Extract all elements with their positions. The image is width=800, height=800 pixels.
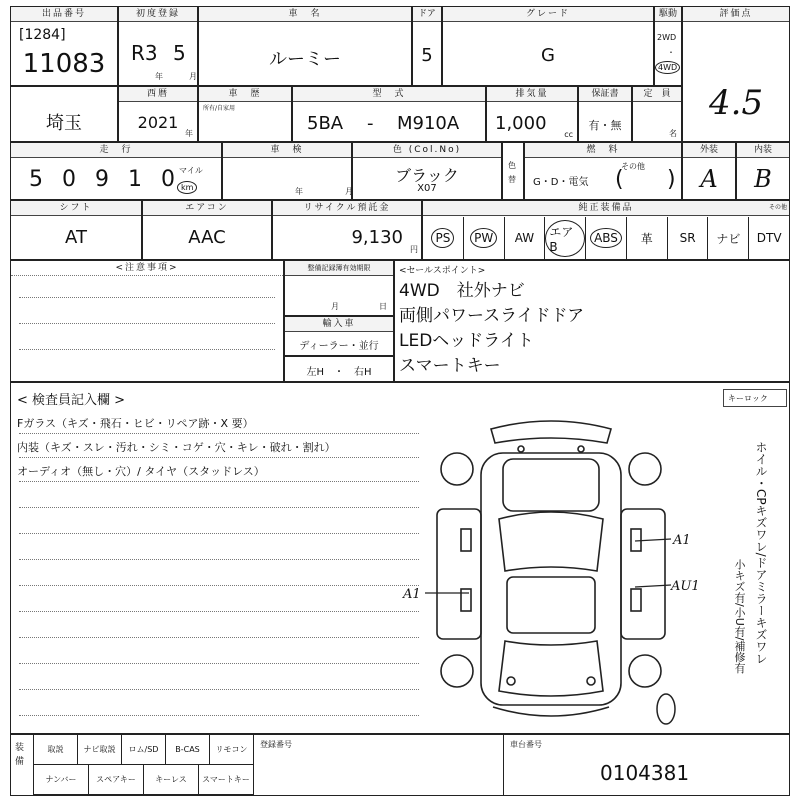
equipment-label: ナビ: [716, 231, 741, 246]
auction-sheet: [10, 6, 790, 796]
ac: AAC: [188, 227, 226, 248]
aux-item: リモコン: [209, 735, 253, 765]
equipment-item: [748, 217, 789, 259]
pref-cell: [10, 86, 118, 142]
reg-number-cell: [253, 735, 504, 795]
ext-label: 外装: [683, 143, 735, 158]
fuel-other: その他: [621, 162, 645, 171]
drive-label: 駆動: [655, 7, 681, 22]
record-label: 整備記録簿有効期限: [285, 261, 393, 276]
door-cell: [412, 6, 442, 86]
aux-item: ナンバー: [33, 765, 88, 795]
color-change-label: 色替: [508, 161, 516, 184]
year-unit: 年: [185, 129, 193, 138]
footer: [10, 734, 790, 796]
mileage-cell: [10, 142, 222, 200]
ac-label: エアコン: [143, 201, 271, 216]
damage-mark: A1: [403, 587, 421, 602]
record-cell: [284, 260, 394, 316]
inspection-date-label: 車 検: [223, 143, 351, 158]
handle: 左H ・ 右H: [306, 367, 372, 378]
fuel: G・D・電気: [533, 177, 589, 188]
equipment-item: [585, 217, 626, 259]
equipment-label: AW: [514, 231, 535, 245]
fuel-cell: 燃 料 G・D・電気 その他 ( ): [524, 142, 682, 200]
year: 2021: [137, 113, 179, 132]
model-cell: [292, 86, 486, 142]
keylock-box: [723, 389, 787, 407]
equipment-item: [423, 217, 463, 259]
capacity-cell: [632, 86, 682, 142]
equipment-item: [626, 217, 667, 259]
hand-circle: [651, 689, 681, 729]
cc-unit: cc: [564, 130, 573, 139]
color-change-cell: [502, 142, 524, 200]
reg-year-unit: 年: [155, 72, 163, 81]
cc: 1,000: [495, 113, 547, 134]
lot-label: 出品番号: [11, 7, 117, 22]
fuel-label: 燃 料: [525, 143, 681, 158]
inspection-date-cell: [222, 142, 352, 200]
aux-item: キーレス: [143, 765, 198, 795]
int-cell: [736, 142, 790, 200]
record-month: 月: [331, 302, 339, 311]
doors: 5: [421, 45, 433, 66]
warranty-label: 保証書: [579, 87, 631, 102]
chassis-cell: [503, 735, 792, 795]
equipment-label: DTV: [756, 231, 782, 245]
sales-label: <セールスポイント>: [399, 266, 486, 276]
equipment-item: [504, 217, 545, 259]
color-label: 色 (Col.No): [353, 143, 501, 158]
equipment-item: [667, 217, 708, 259]
equipment-row: [423, 217, 789, 259]
model-code: M910A: [397, 113, 460, 134]
aux-label: 装備: [15, 743, 25, 767]
model-dash: -: [367, 113, 374, 134]
score-label: 評価点: [683, 7, 789, 22]
recycle-cell: [272, 200, 422, 260]
model-prefix: 5BA: [307, 113, 344, 134]
score-cell: [682, 6, 790, 142]
history-cell: [198, 86, 292, 142]
reg-cell: [118, 6, 198, 86]
reg-label: 初度登録: [119, 7, 197, 22]
score: 4.5: [709, 83, 764, 123]
equipment-label: ABS: [590, 228, 622, 248]
capacity-unit: 名: [669, 129, 677, 138]
aux-top-row: [33, 735, 253, 765]
drive-4wd: 4WD: [655, 61, 680, 74]
grade: G: [541, 45, 555, 66]
equipment-cell: [422, 200, 790, 260]
aux-item: スペアキー: [88, 765, 143, 795]
color: ブラック: [395, 166, 459, 185]
inspection-year: 年: [295, 187, 303, 196]
import-label: 輸入車: [285, 317, 393, 332]
equipment-label: 純正装備品: [423, 201, 789, 216]
equipment-item: [463, 217, 504, 259]
damage-mark: A1: [673, 533, 691, 548]
inspection-line-audio: オーディオ（無し・穴）/ タイヤ（スタッドレス）: [17, 465, 265, 478]
handle-cell: [284, 356, 394, 382]
shift-cell: [10, 200, 142, 260]
prefecture: 埼玉: [46, 113, 82, 134]
shift-label: シフト: [11, 201, 141, 216]
cc-label: 排気量: [487, 87, 577, 102]
side-note-2: 小キズ有/小U有/補修有: [733, 559, 746, 674]
color-cell: [352, 142, 502, 200]
warranty-cell: [578, 86, 632, 142]
inspection-line-glass: Fガラス（キズ・飛石・ヒビ・リペア跡・X 要）: [17, 417, 254, 430]
aux-item: B-CAS: [165, 735, 209, 765]
mileage-label: 走 行: [11, 143, 221, 158]
model-label: 型 式: [293, 87, 485, 102]
drive-cell: 駆動 2WD ・ 4WD: [654, 6, 682, 86]
lot-cell: [10, 6, 118, 86]
recycle-unit: 円: [410, 245, 418, 254]
car-diagram: [421, 409, 681, 729]
history-label: 車 歴: [199, 87, 291, 102]
inspection-label: < 検査員記入欄 >: [17, 393, 126, 408]
mileage-unit-mile: マイル: [179, 166, 203, 175]
aux-item: 取説: [33, 735, 77, 765]
equipment-label: SR: [679, 231, 696, 245]
ext-cell: [682, 142, 736, 200]
reg-number-label: 登録番号: [260, 740, 292, 749]
inspection-area: [10, 382, 790, 734]
reg-month: 5: [173, 41, 186, 65]
equipment-label: PW: [470, 228, 497, 248]
equipment-label: 革: [640, 231, 653, 246]
grade-cell: [442, 6, 654, 86]
keylock-label: キーロック: [728, 394, 768, 403]
car-name: ルーミー: [269, 49, 341, 70]
sales-points: [399, 279, 584, 379]
history-note: 所有/自家用: [203, 105, 236, 112]
door-label: ドア: [413, 7, 441, 22]
lot-sub: [1284]: [19, 27, 66, 43]
equipment-other-label: その他: [768, 204, 787, 211]
shift: AT: [65, 227, 87, 248]
int-grade: B: [754, 165, 772, 193]
inspection-line-interior: 内装（キズ・スレ・汚れ・シミ・コゲ・穴・キレ・破れ・割れ）: [17, 441, 336, 454]
import-value: ディーラー・並行: [299, 341, 379, 352]
reg-month-unit: 月: [189, 72, 197, 81]
reg-era: R3: [131, 41, 158, 65]
record-day: 日: [379, 302, 387, 311]
ac-cell: [142, 200, 272, 260]
name-cell: [198, 6, 412, 86]
import-cell: [284, 316, 394, 356]
aux-item: ナビ取説: [77, 735, 121, 765]
aux-item: ロム/SD: [121, 735, 165, 765]
cc-cell: [486, 86, 578, 142]
year-label: 西暦: [119, 87, 197, 102]
recycle: 9,130: [351, 227, 403, 248]
int-label: 内装: [737, 143, 789, 158]
ext-grade: A: [700, 165, 718, 193]
chassis-number: 0104381: [600, 761, 690, 785]
mileage: 5 0 9 1 0: [29, 167, 181, 192]
sales-point: 両側パワースライドドア: [399, 306, 585, 326]
caution-label: <注意事項>: [11, 261, 283, 276]
mileage-unit-km: km: [177, 181, 197, 194]
damage-mark: AU1: [671, 579, 700, 594]
name-label: 車 名: [199, 7, 411, 22]
capacity-label: 定 員: [633, 87, 681, 102]
aux-bottom-row: [33, 765, 253, 795]
chassis-label: 車台番号: [510, 740, 542, 749]
color-code: X07: [417, 183, 437, 194]
equipment-label: PS: [431, 228, 454, 248]
sales-cell: [394, 260, 790, 382]
grade-label: グレード: [443, 7, 653, 22]
year-cell: [118, 86, 198, 142]
side-note: ホイル・CPキズワレ/ドアミラーキズワレ: [754, 441, 768, 665]
recycle-label: リサイクル預託金: [273, 201, 421, 216]
equipment-item: [544, 217, 585, 259]
aux-item: スマートキー: [198, 765, 253, 795]
sales-point: スマートキー: [399, 356, 501, 376]
equipment-label: エアB: [545, 220, 585, 257]
warranty: 有・無: [588, 119, 622, 132]
drive-2wd: 2WD: [657, 33, 677, 42]
lot-number: 11083: [22, 49, 106, 79]
sales-point: LEDヘッドライト: [399, 331, 534, 351]
sales-point: 4WD 社外ナビ: [399, 281, 525, 301]
equipment-item: [707, 217, 748, 259]
caution-cell: [10, 260, 284, 382]
inspection-month: 月: [345, 187, 353, 196]
